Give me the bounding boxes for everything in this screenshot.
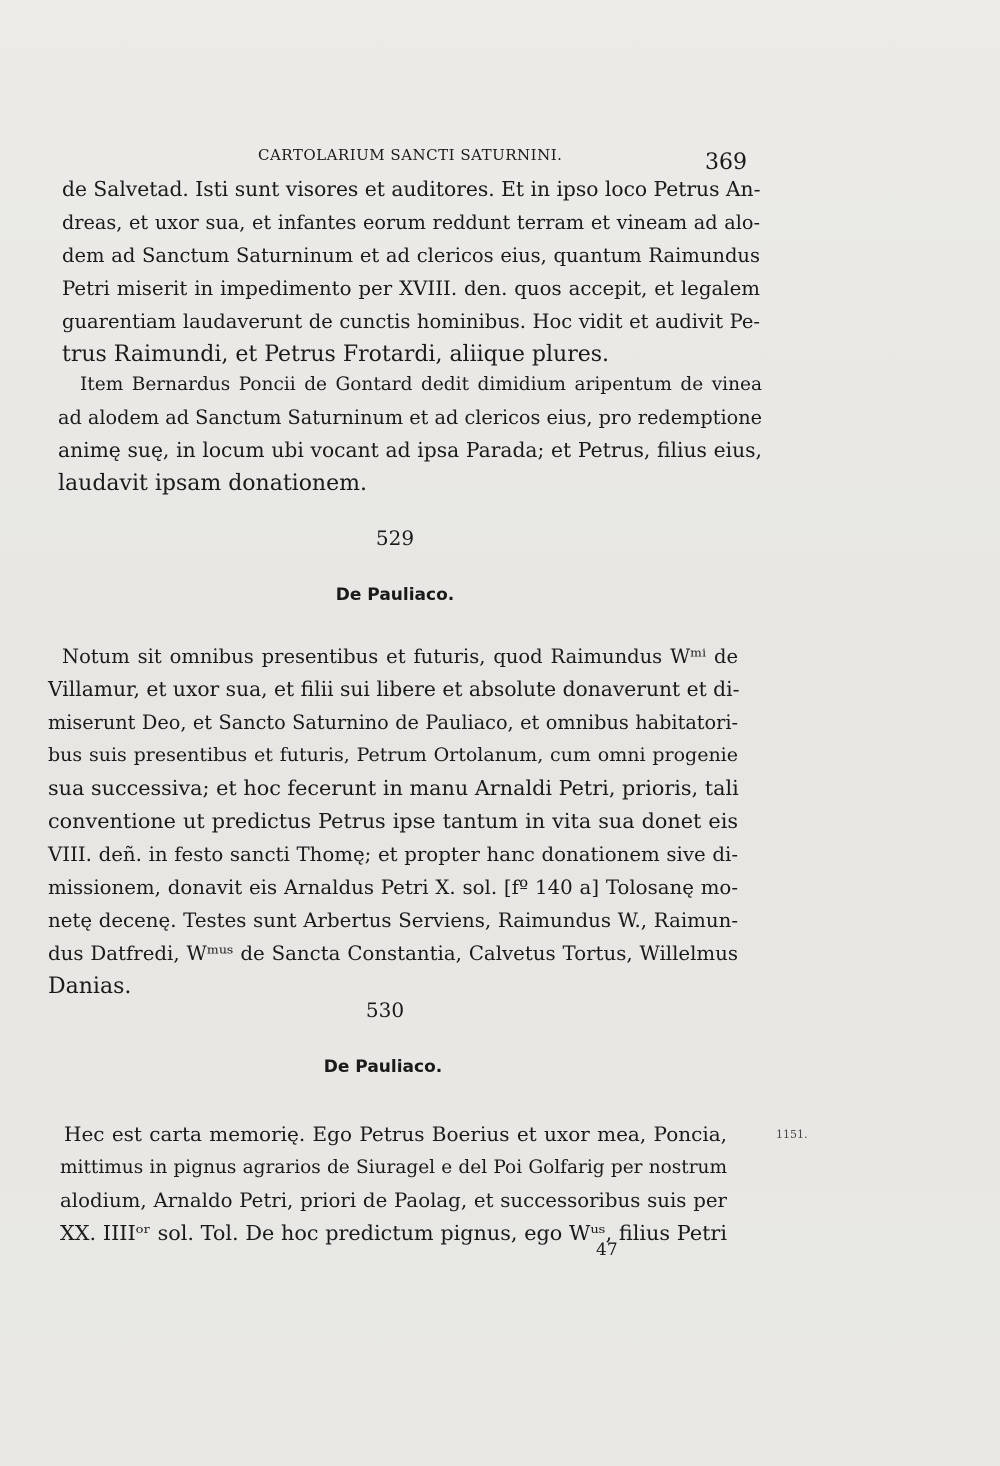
text-line: netę decenę. Testes sunt Arbertus Serviens, Raimundus W., Raimun- [48,909,738,932]
text-line: VIII. deñ. in festo sancti Thomę; et propter hanc donationem sive di- [48,843,738,866]
text-line: bus suis presentibus et futuris, Petrum Ortolanum, cum omni progenie [48,744,738,766]
text-line: dreas, et uxor sua, et infantes eorum reddunt terram et vineam ad alo- [62,211,760,234]
text-line: Villamur, et uxor sua, et filii sui libere et absolute donaverunt et di- [48,677,740,701]
text-line: conventione ut predictus Petrus ipse tantum in vita sua donet eis [48,809,738,833]
text-line: laudavit ipsam donationem. [58,471,367,496]
text-line: sua successiva; et hoc fecerunt in manu Arnaldi Petri, prioris, tali [48,776,739,800]
text-line: mittimus in pignus agrarios de Siuragel e del Poi Golfarig per nostrum [60,1157,727,1178]
text-line: Petri miserit in impedimento per XVIII. den. quos accepit, et legalem [62,277,760,300]
charter-title: De Pauliaco. [323,1057,443,1077]
text-line: guarentiam laudaverunt de cunctis hominibus. Hoc vidit et audivit Pe- [62,310,760,333]
charter-number: 530 [365,998,405,1022]
text-line: Item Bernardus Poncii de Gontard dedit dimidium aripentum de vinea [80,374,762,395]
text-line: de Salvetad. Isti sunt visores et auditores. Et in ipso loco Petrus An- [62,177,761,201]
text-line: dus Datfredi, Wᵐᵘˢ de Sancta Constantia, Calvetus Tortus, Willelmus [48,942,738,965]
text-line: Notum sit omnibus presentibus et futuris, quod Raimundus Wᵐⁱ de [62,645,738,668]
page-number: 369 [705,150,747,175]
text-line: animę suę, in locum ubi vocant ad ipsa Parada; et Petrus, filius eius, [58,438,762,462]
charter-title: De Pauliaco. [335,585,455,605]
paragraph-charter-528-part1 [62,173,760,371]
paragraph-charter-529 [48,640,738,1003]
text-line: miserunt Deo, et Sancto Saturnino de Pauliaco, et omnibus habitatori- [48,711,738,734]
text-line: alodium, Arnaldo Petri, priori de Paolag, et successoribus suis per [60,1189,727,1212]
text-line: trus Raimundi, et Petrus Frotardi, aliique plures. [62,342,610,367]
text-line: ad alodem ad Sanctum Saturninum et ad clericos eius, pro redemptione [58,406,762,429]
text-line: dem ad Sanctum Saturninum et ad clericos eius, quantum Raimundus [62,244,760,267]
paragraph-charter-530 [60,1118,727,1250]
running-title: CARTOLARIUM SANCTI SATURNINI. [258,146,563,164]
charter-number: 529 [375,526,415,550]
text-line: Hec est carta memorię. Ego Petrus Boerius et uxor mea, Poncia, [64,1122,727,1146]
text-line: XX. IIIIᵒʳ sol. Tol. De hoc predictum pignus, ego Wᵘˢ, filius Petri [60,1221,727,1245]
text-line: Danias. [48,974,132,999]
text-line: missionem, donavit eis Arnaldus Petri X. sol. [fº 140 a] Tolosanę mo- [48,876,738,899]
margin-date: 1151. [776,1128,808,1141]
paragraph-charter-528-part2 [58,368,762,500]
printer-signature: 47 [596,1240,618,1260]
